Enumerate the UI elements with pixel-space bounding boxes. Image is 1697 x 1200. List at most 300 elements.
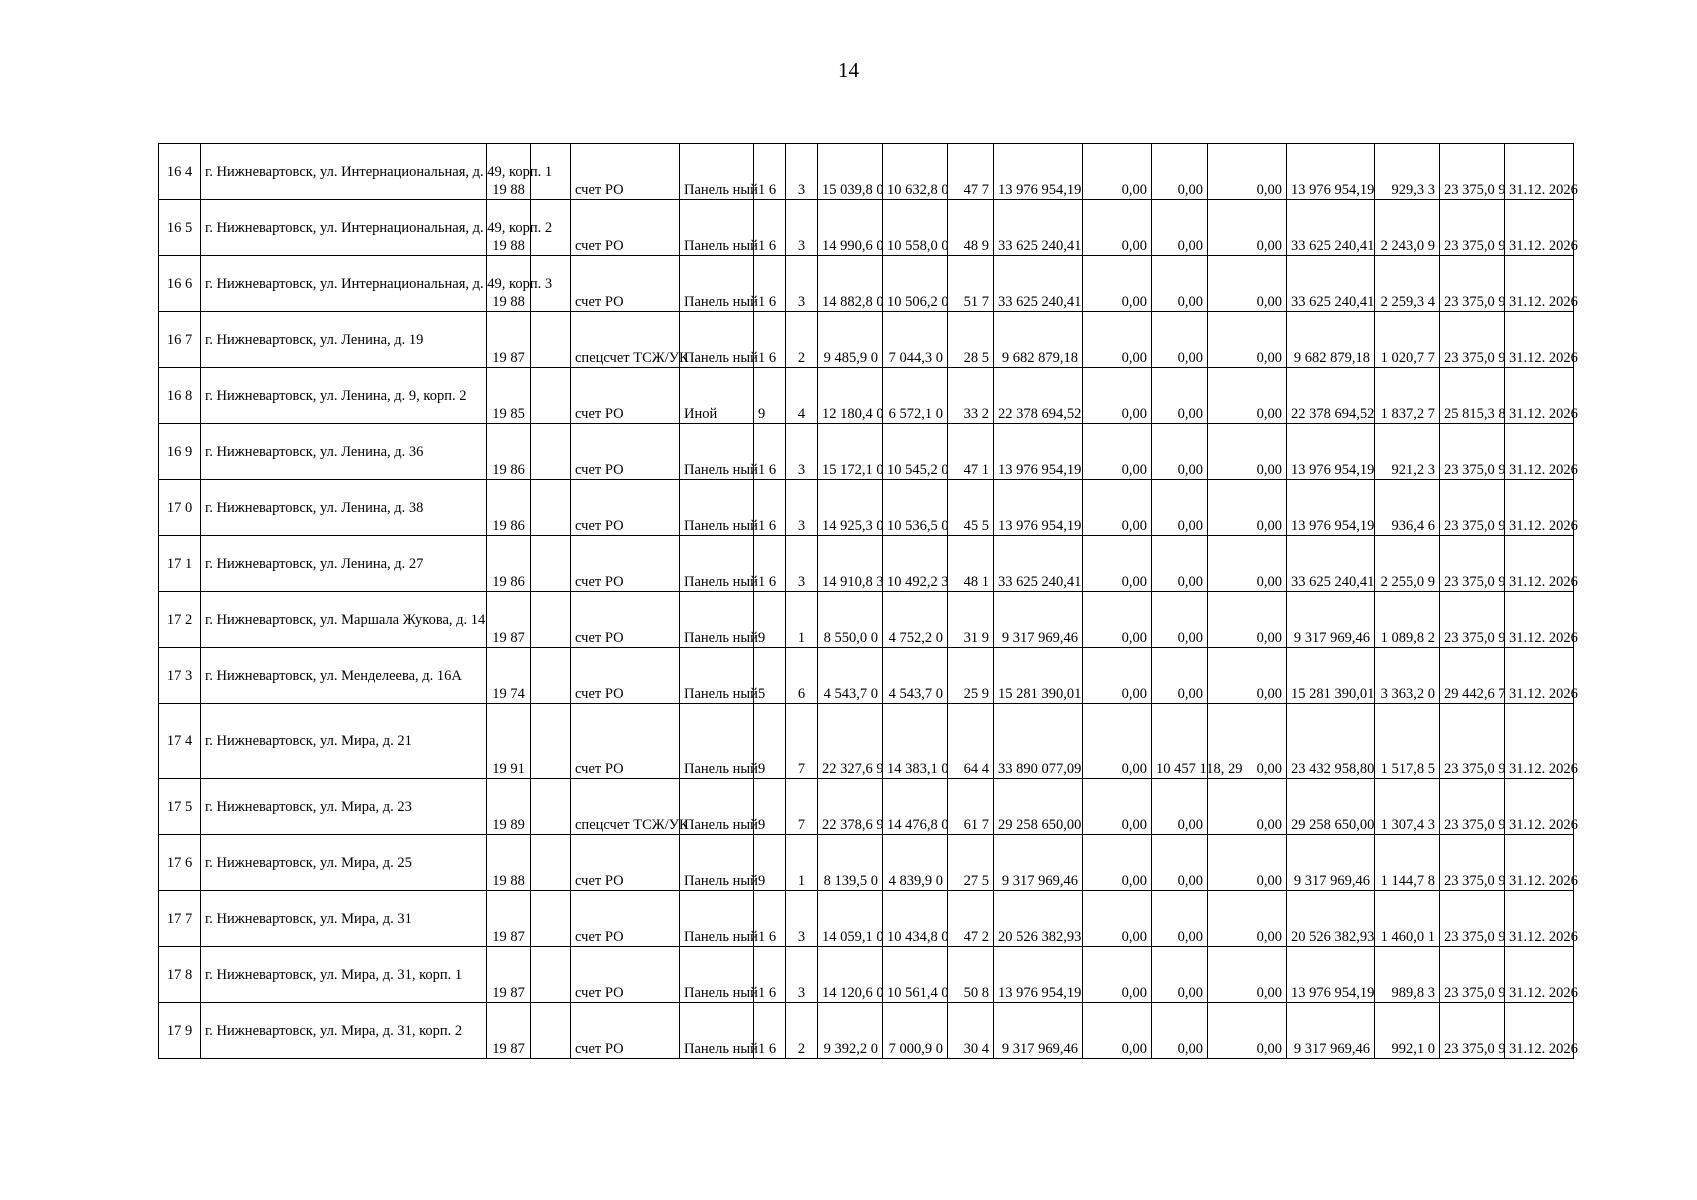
cell-address: г. Нижневартовск, ул. Ленина, д. 19	[201, 312, 487, 368]
cell-entrances: 3	[786, 424, 818, 480]
cell-residents: 28 5	[948, 312, 994, 368]
cell-unit-cost: 1 517,8 5	[1375, 704, 1440, 779]
cell-entrances: 3	[786, 891, 818, 947]
cell-empty-cell	[531, 1003, 571, 1059]
cell-total-area: 8 139,5 0	[818, 835, 883, 891]
cell-fund-local: 0,00	[1208, 779, 1287, 835]
cell-row-number: 17 3	[159, 648, 201, 704]
cell-floors: 1 6	[754, 536, 786, 592]
cell-floors: 1 6	[754, 312, 786, 368]
cell-floors: 1 6	[754, 891, 786, 947]
cell-row-number: 16 6	[159, 256, 201, 312]
cell-living-area: 10 492,2 3	[883, 536, 948, 592]
table-row	[159, 704, 1574, 779]
table-row	[159, 424, 1574, 480]
cell-living-area: 10 545,2 0	[883, 424, 948, 480]
cell-row-number: 16 7	[159, 312, 201, 368]
cell-wall-material: Панель ный	[680, 144, 754, 200]
cell-empty-cell	[531, 704, 571, 779]
cell-wall-material: Панель ный	[680, 648, 754, 704]
cell-entrances: 1	[786, 592, 818, 648]
cell-total-cost: 15 281 390,01	[994, 648, 1083, 704]
cell-fund-regional: 0,00	[1152, 648, 1208, 704]
cell-owners-funds: 9 682 879,18	[1287, 312, 1375, 368]
cell-build-year: 19 87	[487, 1003, 531, 1059]
cell-total-area: 14 120,6 0	[818, 947, 883, 1003]
cell-row-number: 16 5	[159, 200, 201, 256]
cell-residents: 48 9	[948, 200, 994, 256]
cell-empty-cell	[531, 312, 571, 368]
cell-fund-regional: 0,00	[1152, 947, 1208, 1003]
cell-wall-material: Панель ный	[680, 256, 754, 312]
cell-fund-local: 0,00	[1208, 312, 1287, 368]
table-row	[159, 891, 1574, 947]
cell-residents: 64 4	[948, 704, 994, 779]
cell-unit-cost-limit: 23 375,0 9	[1440, 200, 1505, 256]
cell-completion-date: 31.12. 2026	[1505, 835, 1574, 891]
cell-unit-cost-limit: 23 375,0 9	[1440, 536, 1505, 592]
cell-total-area: 15 172,1 0	[818, 424, 883, 480]
cell-total-cost: 29 258 650,00	[994, 779, 1083, 835]
cell-floors: 1 6	[754, 1003, 786, 1059]
cell-row-number: 16 9	[159, 424, 201, 480]
cell-fund-local: 0,00	[1208, 200, 1287, 256]
cell-unit-cost-limit: 29 442,6 7	[1440, 648, 1505, 704]
cell-unit-cost-limit: 23 375,0 9	[1440, 1003, 1505, 1059]
table-row	[159, 1003, 1574, 1059]
cell-living-area: 10 536,5 0	[883, 480, 948, 536]
cell-fund-local: 0,00	[1208, 536, 1287, 592]
cell-address: г. Нижневартовск, ул. Ленина, д. 9, корп. 2	[201, 368, 487, 424]
cell-unit-cost: 1 020,7 7	[1375, 312, 1440, 368]
cell-residents: 30 4	[948, 1003, 994, 1059]
cell-build-year: 19 91	[487, 704, 531, 779]
cell-residents: 27 5	[948, 835, 994, 891]
cell-fund-federal: 0,00	[1083, 200, 1152, 256]
cell-row-number: 17 9	[159, 1003, 201, 1059]
cell-completion-date: 31.12. 2026	[1505, 779, 1574, 835]
cell-row-number: 17 7	[159, 891, 201, 947]
cell-account-type: счет РО	[571, 424, 680, 480]
cell-floors: 9	[754, 704, 786, 779]
cell-fund-federal: 0,00	[1083, 312, 1152, 368]
cell-unit-cost-limit: 23 375,0 9	[1440, 256, 1505, 312]
cell-entrances: 2	[786, 312, 818, 368]
cell-fund-regional: 0,00	[1152, 592, 1208, 648]
cell-floors: 9	[754, 368, 786, 424]
cell-address: г. Нижневартовск, ул. Интернациональная, д. 49, корп. 1	[201, 144, 487, 200]
cell-total-area: 9 485,9 0	[818, 312, 883, 368]
cell-empty-cell	[531, 536, 571, 592]
cell-account-type: спецсчет ТСЖ/УК	[571, 312, 680, 368]
cell-address: г. Нижневартовск, ул. Мира, д. 31, корп. 1	[201, 947, 487, 1003]
page-number: 14	[838, 58, 859, 82]
cell-unit-cost-limit: 23 375,0 9	[1440, 312, 1505, 368]
cell-fund-local: 0,00	[1208, 704, 1287, 779]
cell-fund-federal: 0,00	[1083, 424, 1152, 480]
cell-empty-cell	[531, 779, 571, 835]
cell-unit-cost-limit: 23 375,0 9	[1440, 947, 1505, 1003]
cell-total-area: 8 550,0 0	[818, 592, 883, 648]
cell-residents: 25 9	[948, 648, 994, 704]
cell-fund-local: 0,00	[1208, 144, 1287, 200]
cell-fund-local: 0,00	[1208, 480, 1287, 536]
cell-unit-cost: 1 089,8 2	[1375, 592, 1440, 648]
cell-fund-federal: 0,00	[1083, 368, 1152, 424]
cell-build-year: 19 87	[487, 592, 531, 648]
cell-fund-federal: 0,00	[1083, 947, 1152, 1003]
cell-unit-cost: 992,1 0	[1375, 1003, 1440, 1059]
cell-floors: 9	[754, 779, 786, 835]
cell-address: г. Нижневартовск, ул. Интернациональная, д. 49, корп. 3	[201, 256, 487, 312]
cell-empty-cell	[531, 480, 571, 536]
cell-floors: 1 6	[754, 480, 786, 536]
cell-fund-regional: 0,00	[1152, 256, 1208, 312]
cell-residents: 47 2	[948, 891, 994, 947]
cell-floors: 9	[754, 835, 786, 891]
table-row	[159, 947, 1574, 1003]
cell-living-area: 7 000,9 0	[883, 1003, 948, 1059]
cell-floors: 1 6	[754, 424, 786, 480]
cell-total-cost: 9 682 879,18	[994, 312, 1083, 368]
cell-total-cost: 9 317 969,46	[994, 592, 1083, 648]
cell-living-area: 7 044,3 0	[883, 312, 948, 368]
cell-fund-federal: 0,00	[1083, 648, 1152, 704]
cell-total-cost: 20 526 382,93	[994, 891, 1083, 947]
cell-address: г. Нижневартовск, ул. Мира, д. 31	[201, 891, 487, 947]
cell-account-type: счет РО	[571, 368, 680, 424]
cell-fund-local: 0,00	[1208, 891, 1287, 947]
cell-unit-cost: 3 363,2 0	[1375, 648, 1440, 704]
cell-fund-local: 0,00	[1208, 256, 1287, 312]
cell-unit-cost: 929,3 3	[1375, 144, 1440, 200]
cell-total-area: 22 378,6 9	[818, 779, 883, 835]
cell-build-year: 19 86	[487, 536, 531, 592]
cell-build-year: 19 89	[487, 779, 531, 835]
cell-row-number: 17 8	[159, 947, 201, 1003]
cell-residents: 33 2	[948, 368, 994, 424]
cell-unit-cost: 936,4 6	[1375, 480, 1440, 536]
cell-build-year: 19 88	[487, 200, 531, 256]
cell-account-type: счет РО	[571, 947, 680, 1003]
cell-fund-federal: 0,00	[1083, 779, 1152, 835]
cell-fund-federal: 0,00	[1083, 536, 1152, 592]
cell-wall-material: Панель ный	[680, 1003, 754, 1059]
cell-build-year: 19 85	[487, 368, 531, 424]
cell-account-type: счет РО	[571, 480, 680, 536]
cell-unit-cost: 2 243,0 9	[1375, 200, 1440, 256]
cell-fund-local: 0,00	[1208, 424, 1287, 480]
cell-wall-material: Иной	[680, 368, 754, 424]
cell-owners-funds: 33 625 240,41	[1287, 256, 1375, 312]
cell-completion-date: 31.12. 2026	[1505, 312, 1574, 368]
cell-build-year: 19 87	[487, 312, 531, 368]
cell-residents: 50 8	[948, 947, 994, 1003]
cell-completion-date: 31.12. 2026	[1505, 947, 1574, 1003]
cell-row-number: 17 1	[159, 536, 201, 592]
cell-floors: 1 6	[754, 256, 786, 312]
cell-wall-material: Панель ный	[680, 200, 754, 256]
cell-fund-regional: 0,00	[1152, 1003, 1208, 1059]
cell-row-number: 17 6	[159, 835, 201, 891]
cell-fund-federal: 0,00	[1083, 256, 1152, 312]
cell-unit-cost-limit: 23 375,0 9	[1440, 592, 1505, 648]
cell-owners-funds: 22 378 694,52	[1287, 368, 1375, 424]
cell-total-area: 12 180,4 0	[818, 368, 883, 424]
cell-fund-federal: 0,00	[1083, 144, 1152, 200]
cell-total-cost: 9 317 969,46	[994, 1003, 1083, 1059]
table-row	[159, 368, 1574, 424]
cell-empty-cell	[531, 592, 571, 648]
cell-owners-funds: 15 281 390,01	[1287, 648, 1375, 704]
cell-fund-local: 0,00	[1208, 592, 1287, 648]
cell-living-area: 10 561,4 0	[883, 947, 948, 1003]
cell-empty-cell	[531, 947, 571, 1003]
cell-wall-material: Панель ный	[680, 835, 754, 891]
cell-entrances: 3	[786, 256, 818, 312]
cell-entrances: 3	[786, 480, 818, 536]
cell-living-area: 10 434,8 0	[883, 891, 948, 947]
cell-total-cost: 22 378 694,52	[994, 368, 1083, 424]
cell-floors: 9	[754, 592, 786, 648]
cell-owners-funds: 9 317 969,46	[1287, 835, 1375, 891]
cell-floors: 1 6	[754, 144, 786, 200]
cell-empty-cell	[531, 368, 571, 424]
cell-unit-cost: 1 837,2 7	[1375, 368, 1440, 424]
cell-fund-regional: 0,00	[1152, 480, 1208, 536]
cell-build-year: 19 74	[487, 648, 531, 704]
cell-address: г. Нижневартовск, ул. Ленина, д. 38	[201, 480, 487, 536]
housing-register-table	[158, 143, 1578, 1059]
cell-owners-funds: 13 976 954,19	[1287, 947, 1375, 1003]
cell-residents: 48 1	[948, 536, 994, 592]
cell-fund-federal: 0,00	[1083, 835, 1152, 891]
cell-owners-funds: 13 976 954,19	[1287, 144, 1375, 200]
table-row	[159, 312, 1574, 368]
cell-row-number: 16 4	[159, 144, 201, 200]
cell-owners-funds: 23 432 958,80	[1287, 704, 1375, 779]
cell-fund-regional: 0,00	[1152, 891, 1208, 947]
cell-account-type: счет РО	[571, 704, 680, 779]
cell-completion-date: 31.12. 2026	[1505, 256, 1574, 312]
cell-unit-cost: 2 255,0 9	[1375, 536, 1440, 592]
cell-fund-regional: 10 457 118, 29	[1152, 704, 1208, 779]
cell-account-type: счет РО	[571, 891, 680, 947]
cell-total-area: 9 392,2 0	[818, 1003, 883, 1059]
cell-fund-regional: 0,00	[1152, 200, 1208, 256]
cell-owners-funds: 20 526 382,93	[1287, 891, 1375, 947]
cell-living-area: 10 506,2 0	[883, 256, 948, 312]
cell-account-type: счет РО	[571, 648, 680, 704]
cell-living-area: 4 752,2 0	[883, 592, 948, 648]
cell-empty-cell	[531, 891, 571, 947]
cell-total-area: 14 990,6 0	[818, 200, 883, 256]
cell-fund-local: 0,00	[1208, 835, 1287, 891]
cell-unit-cost: 2 259,3 4	[1375, 256, 1440, 312]
cell-row-number: 17 5	[159, 779, 201, 835]
cell-entrances: 4	[786, 368, 818, 424]
cell-address: г. Нижневартовск, ул. Мира, д. 23	[201, 779, 487, 835]
cell-total-cost: 33 625 240,41	[994, 536, 1083, 592]
cell-fund-regional: 0,00	[1152, 835, 1208, 891]
cell-row-number: 17 0	[159, 480, 201, 536]
cell-total-cost: 13 976 954,19	[994, 480, 1083, 536]
table-row	[159, 480, 1574, 536]
cell-account-type: счет РО	[571, 592, 680, 648]
table-row	[159, 144, 1574, 200]
table-body	[159, 144, 1578, 1059]
cell-living-area: 10 632,8 0	[883, 144, 948, 200]
cell-wall-material: Панель ный	[680, 779, 754, 835]
cell-owners-funds: 13 976 954,19	[1287, 480, 1375, 536]
cell-total-area: 22 327,6 9	[818, 704, 883, 779]
cell-total-cost: 33 625 240,41	[994, 256, 1083, 312]
cell-fund-regional: 0,00	[1152, 368, 1208, 424]
cell-living-area: 14 383,1 0	[883, 704, 948, 779]
cell-unit-cost: 1 144,7 8	[1375, 835, 1440, 891]
cell-completion-date: 31.12. 2026	[1505, 200, 1574, 256]
cell-fund-local: 0,00	[1208, 648, 1287, 704]
cell-unit-cost: 1 460,0 1	[1375, 891, 1440, 947]
cell-fund-federal: 0,00	[1083, 592, 1152, 648]
cell-fund-local: 0,00	[1208, 368, 1287, 424]
cell-owners-funds: 9 317 969,46	[1287, 592, 1375, 648]
cell-unit-cost-limit: 23 375,0 9	[1440, 779, 1505, 835]
cell-floors: 1 6	[754, 200, 786, 256]
cell-owners-funds: 29 258 650,00	[1287, 779, 1375, 835]
cell-fund-federal: 0,00	[1083, 1003, 1152, 1059]
cell-completion-date: 31.12. 2026	[1505, 480, 1574, 536]
cell-empty-cell	[531, 648, 571, 704]
cell-unit-cost: 989,8 3	[1375, 947, 1440, 1003]
cell-owners-funds: 13 976 954,19	[1287, 424, 1375, 480]
cell-total-cost: 33 890 077,09	[994, 704, 1083, 779]
cell-residents: 31 9	[948, 592, 994, 648]
cell-floors: 5	[754, 648, 786, 704]
cell-build-year: 19 88	[487, 835, 531, 891]
cell-row-number: 17 2	[159, 592, 201, 648]
cell-address: г. Нижневартовск, ул. Маршала Жукова, д. 14	[201, 592, 487, 648]
cell-living-area: 4 543,7 0	[883, 648, 948, 704]
cell-build-year: 19 88	[487, 144, 531, 200]
cell-unit-cost-limit: 23 375,0 9	[1440, 424, 1505, 480]
cell-address: г. Нижневартовск, ул. Ленина, д. 27	[201, 536, 487, 592]
cell-entrances: 6	[786, 648, 818, 704]
cell-owners-funds: 33 625 240,41	[1287, 200, 1375, 256]
cell-total-area: 15 039,8 0	[818, 144, 883, 200]
cell-fund-federal: 0,00	[1083, 480, 1152, 536]
cell-entrances: 3	[786, 947, 818, 1003]
cell-fund-regional: 0,00	[1152, 144, 1208, 200]
table-row	[159, 835, 1574, 891]
cell-row-number: 16 8	[159, 368, 201, 424]
table-row	[159, 200, 1574, 256]
cell-living-area: 4 839,9 0	[883, 835, 948, 891]
cell-total-area: 14 910,8 3	[818, 536, 883, 592]
cell-total-area: 14 882,8 0	[818, 256, 883, 312]
cell-fund-regional: 0,00	[1152, 536, 1208, 592]
cell-total-cost: 33 625 240,41	[994, 200, 1083, 256]
cell-fund-regional: 0,00	[1152, 312, 1208, 368]
cell-residents: 51 7	[948, 256, 994, 312]
cell-row-number: 17 4	[159, 704, 201, 779]
cell-address: г. Нижневартовск, ул. Интернациональная, д. 49, корп. 2	[201, 200, 487, 256]
cell-account-type: счет РО	[571, 144, 680, 200]
cell-residents: 61 7	[948, 779, 994, 835]
cell-build-year: 19 88	[487, 256, 531, 312]
cell-total-area: 14 925,3 0	[818, 480, 883, 536]
cell-wall-material: Панель ный	[680, 536, 754, 592]
cell-residents: 47 7	[948, 144, 994, 200]
table-row	[159, 648, 1574, 704]
cell-total-cost: 13 976 954,19	[994, 424, 1083, 480]
cell-completion-date: 31.12. 2026	[1505, 536, 1574, 592]
table-row	[159, 592, 1574, 648]
cell-address: г. Нижневартовск, ул. Менделеева, д. 16А	[201, 648, 487, 704]
cell-address: г. Нижневартовск, ул. Ленина, д. 36	[201, 424, 487, 480]
table-row	[159, 536, 1574, 592]
cell-address: г. Нижневартовск, ул. Мира, д. 21	[201, 704, 487, 779]
cell-total-cost: 9 317 969,46	[994, 835, 1083, 891]
cell-account-type: счет РО	[571, 256, 680, 312]
cell-wall-material: Панель ный	[680, 592, 754, 648]
cell-build-year: 19 87	[487, 947, 531, 1003]
cell-wall-material: Панель ный	[680, 480, 754, 536]
cell-fund-local: 0,00	[1208, 1003, 1287, 1059]
cell-completion-date: 31.12. 2026	[1505, 368, 1574, 424]
cell-total-cost: 13 976 954,19	[994, 947, 1083, 1003]
cell-unit-cost-limit: 23 375,0 9	[1440, 144, 1505, 200]
cell-completion-date: 31.12. 2026	[1505, 648, 1574, 704]
cell-entrances: 1	[786, 835, 818, 891]
cell-fund-federal: 0,00	[1083, 891, 1152, 947]
cell-total-cost: 13 976 954,19	[994, 144, 1083, 200]
cell-completion-date: 31.12. 2026	[1505, 1003, 1574, 1059]
cell-account-type: счет РО	[571, 536, 680, 592]
cell-completion-date: 31.12. 2026	[1505, 144, 1574, 200]
cell-unit-cost-limit: 23 375,0 9	[1440, 704, 1505, 779]
cell-empty-cell	[531, 835, 571, 891]
cell-floors: 1 6	[754, 947, 786, 1003]
cell-account-type: счет РО	[571, 1003, 680, 1059]
cell-entrances: 7	[786, 779, 818, 835]
cell-total-area: 4 543,7 0	[818, 648, 883, 704]
cell-unit-cost: 921,2 3	[1375, 424, 1440, 480]
cell-empty-cell	[531, 424, 571, 480]
cell-wall-material: Панель ный	[680, 947, 754, 1003]
cell-total-area: 14 059,1 0	[818, 891, 883, 947]
cell-residents: 47 1	[948, 424, 994, 480]
cell-entrances: 3	[786, 536, 818, 592]
cell-fund-regional: 0,00	[1152, 424, 1208, 480]
cell-wall-material: Панель ный	[680, 312, 754, 368]
cell-unit-cost-limit: 25 815,3 8	[1440, 368, 1505, 424]
cell-account-type: счет РО	[571, 835, 680, 891]
cell-completion-date: 31.12. 2026	[1505, 891, 1574, 947]
cell-build-year: 19 87	[487, 891, 531, 947]
cell-account-type: спецсчет ТСЖ/УК	[571, 779, 680, 835]
cell-fund-regional: 0,00	[1152, 779, 1208, 835]
cell-entrances: 3	[786, 144, 818, 200]
cell-living-area: 10 558,0 0	[883, 200, 948, 256]
cell-build-year: 19 86	[487, 424, 531, 480]
cell-unit-cost: 1 307,4 3	[1375, 779, 1440, 835]
cell-fund-local: 0,00	[1208, 947, 1287, 1003]
cell-wall-material: Панель ный	[680, 424, 754, 480]
cell-entrances: 2	[786, 1003, 818, 1059]
cell-living-area: 6 572,1 0	[883, 368, 948, 424]
cell-build-year: 19 86	[487, 480, 531, 536]
